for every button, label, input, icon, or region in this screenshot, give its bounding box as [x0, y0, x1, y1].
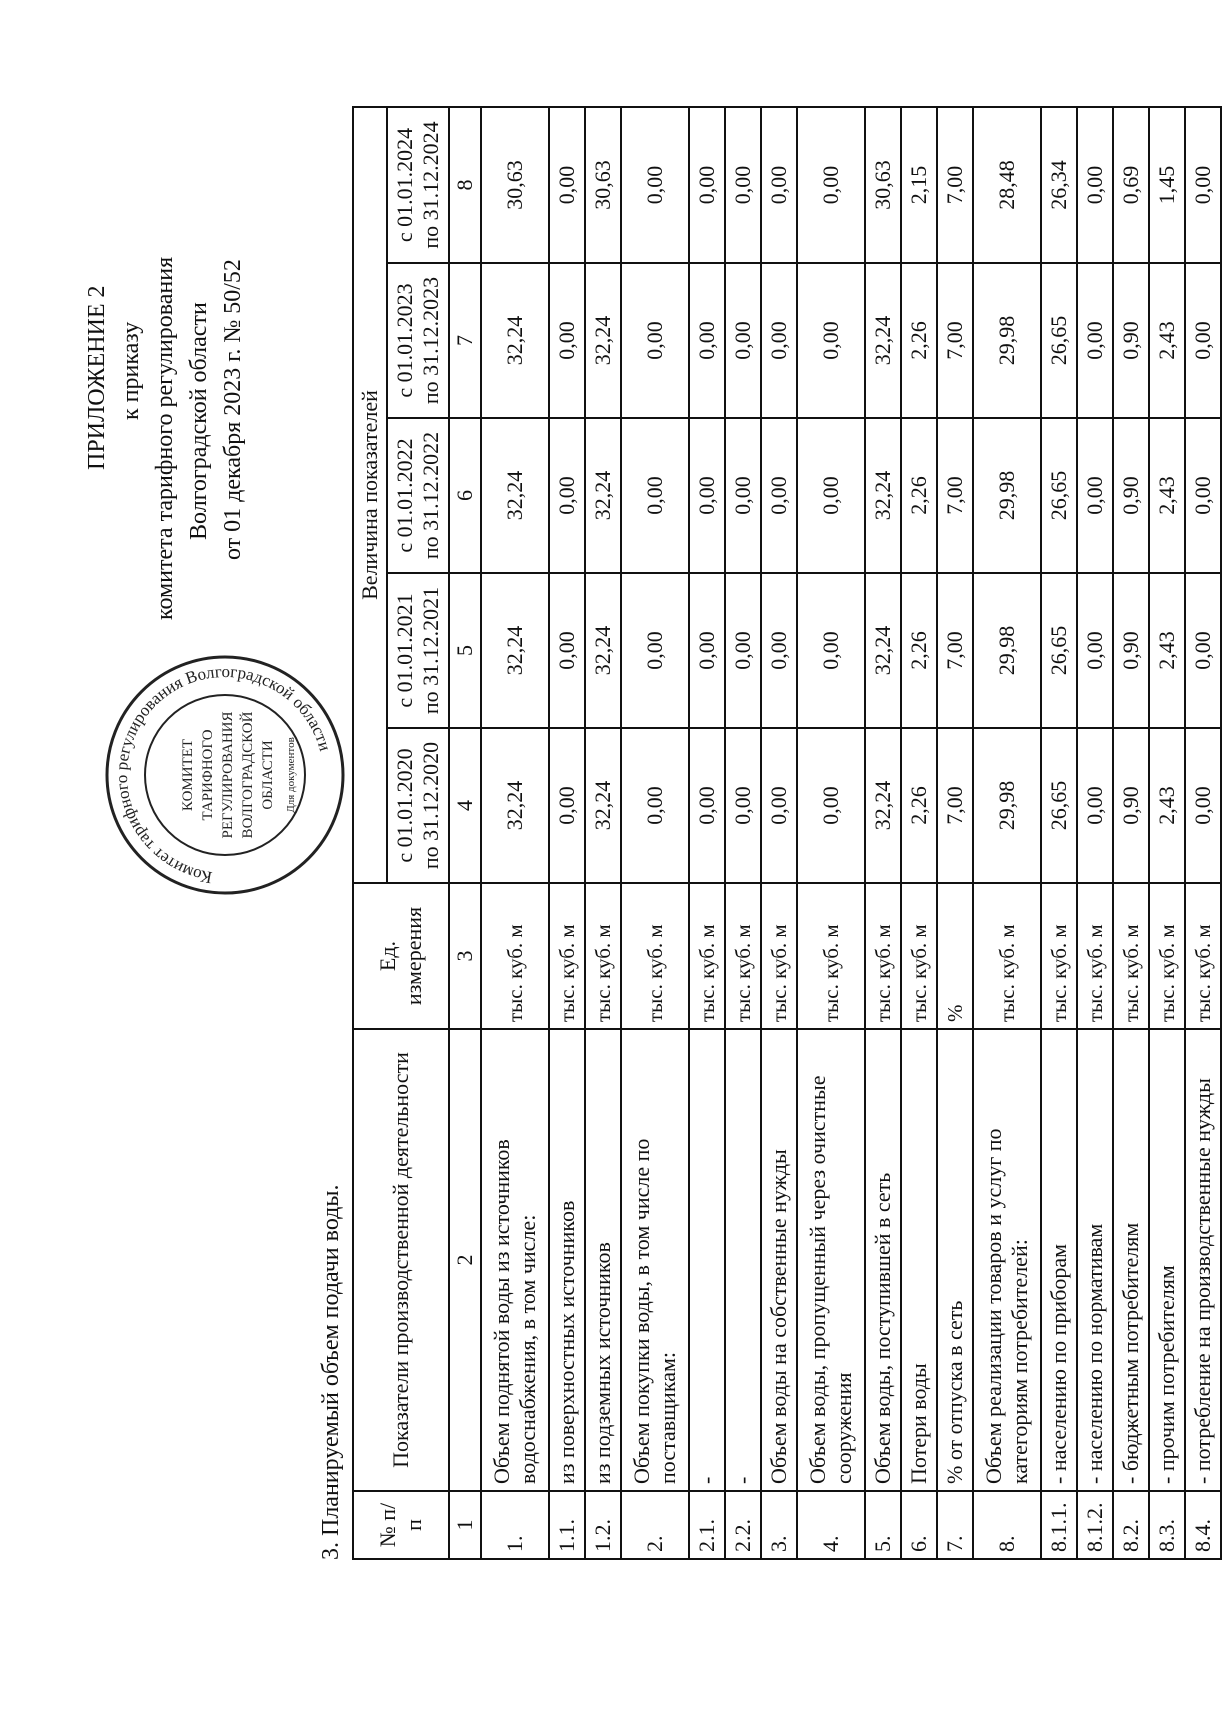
row-value: 0,90 — [1113, 728, 1149, 883]
row-value: 0,00 — [797, 573, 865, 728]
row-indicator: Объем реализации товаров и услуг по категориям потребителей: — [973, 1029, 1041, 1491]
stamp-bottom-text: Для документов — [285, 737, 297, 813]
stamp-line-2: ТАРИФНОГО — [200, 729, 216, 821]
column-index: 8 — [449, 107, 481, 263]
table-row — [725, 107, 761, 1559]
row-value: 0,00 — [621, 263, 689, 418]
row-indicator: - — [689, 1029, 725, 1491]
row-unit: тыс. куб. м — [549, 883, 585, 1029]
header-period: с 01.01.2020 по 31.12.2020 — [387, 728, 449, 883]
row-indicator: - населению по нормативам — [1077, 1029, 1113, 1491]
row-value: 29,98 — [973, 728, 1041, 883]
row-value: 0,00 — [797, 418, 865, 573]
row-value: 0,90 — [1113, 418, 1149, 573]
row-value: 0,00 — [725, 728, 761, 883]
row-value: 26,65 — [1041, 728, 1077, 883]
row-value: 0,90 — [1113, 263, 1149, 418]
row-number: 8.3. — [1149, 1491, 1185, 1559]
header-num: № п/п — [353, 1491, 449, 1559]
row-value: 30,63 — [865, 107, 901, 263]
table-row — [761, 107, 797, 1559]
row-unit: тыс. куб. м — [901, 883, 937, 1029]
table-row — [1041, 107, 1077, 1559]
row-value: 0,00 — [761, 107, 797, 263]
row-value: 0,00 — [797, 263, 865, 418]
row-value: 7,00 — [937, 263, 973, 418]
row-number: 8.4. — [1185, 1491, 1221, 1559]
row-unit: тыс. куб. м — [797, 883, 865, 1029]
row-unit: % — [937, 883, 973, 1029]
row-number: 5. — [865, 1491, 901, 1559]
row-value: 0,69 — [1113, 107, 1149, 263]
row-value: 0,00 — [1077, 573, 1113, 728]
row-number: 2. — [621, 1491, 689, 1559]
row-value: 32,24 — [865, 418, 901, 573]
row-number: 6. — [901, 1491, 937, 1559]
row-value: 2,43 — [1149, 418, 1185, 573]
column-index: 7 — [449, 263, 481, 418]
row-value: 2,26 — [901, 728, 937, 883]
row-value: 2,26 — [901, 573, 937, 728]
row-indicator: - — [725, 1029, 761, 1491]
row-unit: тыс. куб. м — [1041, 883, 1077, 1029]
row-number: 1.2. — [585, 1491, 621, 1559]
official-stamp — [100, 650, 350, 900]
row-value: 0,00 — [621, 728, 689, 883]
table-row — [1149, 107, 1185, 1559]
row-indicator: - потребление на производственные нужды — [1185, 1029, 1221, 1491]
row-number: 4. — [797, 1491, 865, 1559]
issuer-region: Волгоградской области — [186, 302, 212, 540]
row-value: 0,00 — [1185, 263, 1221, 418]
row-indicator: Объем воды, пропущенный через очистные сооружения — [797, 1029, 865, 1491]
row-indicator: % от отпуска в сеть — [937, 1029, 973, 1491]
water-supply-table — [352, 106, 1222, 1560]
row-value: 0,00 — [761, 418, 797, 573]
row-indicator: - населению по приборам — [1041, 1029, 1077, 1491]
row-unit: тыс. куб. м — [481, 883, 549, 1029]
column-index: 5 — [449, 573, 481, 728]
row-value: 0,00 — [1077, 263, 1113, 418]
row-value: 26,65 — [1041, 418, 1077, 573]
row-value: 32,24 — [585, 263, 621, 418]
row-value: 26,34 — [1041, 107, 1077, 263]
row-value: 0,00 — [1185, 107, 1221, 263]
row-value: 32,24 — [585, 418, 621, 573]
row-value: 32,24 — [481, 573, 549, 728]
header-period: с 01.01.2023 по 31.12.2023 — [387, 263, 449, 418]
row-value: 2,43 — [1149, 728, 1185, 883]
row-number: 1. — [481, 1491, 549, 1559]
row-value: 0,00 — [797, 107, 865, 263]
table-row — [549, 107, 585, 1559]
row-value: 0,00 — [1185, 573, 1221, 728]
row-value: 0,00 — [725, 418, 761, 573]
row-unit: тыс. куб. м — [1113, 883, 1149, 1029]
row-unit: тыс. куб. м — [1185, 883, 1221, 1029]
table-row — [585, 107, 621, 1559]
document-header — [80, 60, 250, 680]
table-body — [481, 107, 1221, 1559]
row-value: 0,00 — [549, 263, 585, 418]
row-value: 2,26 — [901, 263, 937, 418]
row-value: 0,00 — [549, 107, 585, 263]
row-unit: тыс. куб. м — [585, 883, 621, 1029]
row-value: 0,00 — [621, 418, 689, 573]
row-unit: тыс. куб. м — [725, 883, 761, 1029]
row-value: 29,98 — [973, 263, 1041, 418]
row-value: 7,00 — [937, 418, 973, 573]
order-reference: к приказу — [118, 321, 144, 420]
row-indicator: Потери воды — [901, 1029, 937, 1491]
issuer-name: комитета тарифного регулирования — [152, 256, 178, 620]
row-value: 26,65 — [1041, 573, 1077, 728]
row-value: 0,90 — [1113, 573, 1149, 728]
stamp-line-1: КОМИТЕТ — [180, 738, 196, 812]
row-value: 2,43 — [1149, 573, 1185, 728]
table-row — [1185, 107, 1221, 1559]
column-index: 3 — [449, 883, 481, 1029]
row-value: 32,24 — [865, 573, 901, 728]
row-value: 0,00 — [549, 573, 585, 728]
header-period: с 01.01.2021 по 31.12.2021 — [387, 573, 449, 728]
row-value: 32,24 — [585, 573, 621, 728]
table-row — [1077, 107, 1113, 1559]
row-value: 0,00 — [725, 263, 761, 418]
row-unit: тыс. куб. м — [1149, 883, 1185, 1029]
row-value: 29,98 — [973, 573, 1041, 728]
table-row — [689, 107, 725, 1559]
row-number: 8.2. — [1113, 1491, 1149, 1559]
row-value: 0,00 — [689, 573, 725, 728]
table-row — [621, 107, 689, 1559]
row-indicator: Объем поднятой воды из источников водоснабжения, в том числе: — [481, 1029, 549, 1491]
table-row — [797, 107, 865, 1559]
row-number: 7. — [937, 1491, 973, 1559]
row-value: 1,45 — [1149, 107, 1185, 263]
table-row — [973, 107, 1041, 1559]
row-unit: тыс. куб. м — [621, 883, 689, 1029]
table-row — [865, 107, 901, 1559]
row-number: 8.1.1. — [1041, 1491, 1077, 1559]
row-value: 0,00 — [1185, 728, 1221, 883]
row-unit: тыс. куб. м — [761, 883, 797, 1029]
row-number: 8.1.2. — [1077, 1491, 1113, 1559]
row-value: 29,98 — [973, 418, 1041, 573]
row-value: 0,00 — [689, 728, 725, 883]
row-unit: тыс. куб. м — [1077, 883, 1113, 1029]
row-unit: тыс. куб. м — [689, 883, 725, 1029]
row-value: 26,65 — [1041, 263, 1077, 418]
header-unit: Ед. измерения — [353, 883, 449, 1029]
row-value: 0,00 — [549, 418, 585, 573]
table-row — [901, 107, 937, 1559]
header-period: с 01.01.2022 по 31.12.2022 — [387, 418, 449, 573]
row-value: 0,00 — [689, 418, 725, 573]
column-index: 4 — [449, 728, 481, 883]
row-value: 0,00 — [1185, 418, 1221, 573]
row-value: 32,24 — [481, 263, 549, 418]
row-value: 0,00 — [761, 573, 797, 728]
row-value: 2,15 — [901, 107, 937, 263]
row-value: 28,48 — [973, 107, 1041, 263]
header-indicator: Показатели производственной деятельности — [353, 1029, 449, 1491]
row-value: 2,26 — [901, 418, 937, 573]
row-indicator: - бюджетным потребителям — [1113, 1029, 1149, 1491]
row-value: 0,00 — [761, 728, 797, 883]
row-number: 8. — [973, 1491, 1041, 1559]
row-value: 32,24 — [481, 418, 549, 573]
row-value: 7,00 — [937, 573, 973, 728]
row-value: 0,00 — [689, 263, 725, 418]
row-number: 2.2. — [725, 1491, 761, 1559]
stamp-line-4: ВОЛГОГРАДСКОЙ — [240, 711, 256, 839]
row-value: 0,00 — [1077, 107, 1113, 263]
row-number: 3. — [761, 1491, 797, 1559]
row-value: 32,24 — [865, 728, 901, 883]
row-value: 7,00 — [937, 728, 973, 883]
section-title: 3. Планируемый объем подачи воды. — [318, 1184, 344, 1560]
row-indicator: Объем воды на собственные нужды — [761, 1029, 797, 1491]
row-value: 2,43 — [1149, 263, 1185, 418]
table-row — [481, 107, 549, 1559]
row-unit: тыс. куб. м — [865, 883, 901, 1029]
row-value: 0,00 — [1077, 728, 1113, 883]
row-indicator: - прочим потребителям — [1149, 1029, 1185, 1491]
order-date-number: от 01 декабря 2023 г. № 50/52 — [220, 259, 246, 560]
row-number: 1.1. — [549, 1491, 585, 1559]
row-indicator: Объем воды, поступившей в сеть — [865, 1029, 901, 1491]
header-group: Величина показателей — [353, 107, 387, 883]
row-number: 2.1. — [689, 1491, 725, 1559]
row-value: 30,63 — [481, 107, 549, 263]
row-indicator: Объем покупки воды, в том числе по поставщикам: — [621, 1029, 689, 1491]
row-value: 0,00 — [689, 107, 725, 263]
row-value: 32,24 — [481, 728, 549, 883]
row-value: 0,00 — [797, 728, 865, 883]
appendix-title: ПРИЛОЖЕНИЕ 2 — [84, 285, 110, 470]
row-value: 0,00 — [621, 573, 689, 728]
column-index: 1 — [449, 1491, 481, 1559]
table-row — [1113, 107, 1149, 1559]
stamp-line-3: РЕГУЛИРОВАНИЯ — [220, 711, 236, 839]
row-value: 0,00 — [725, 107, 761, 263]
row-value: 0,00 — [725, 573, 761, 728]
row-indicator: из поверхностных источников — [549, 1029, 585, 1491]
row-value: 7,00 — [937, 107, 973, 263]
table-row — [937, 107, 973, 1559]
row-value: 32,24 — [865, 263, 901, 418]
row-value: 32,24 — [585, 728, 621, 883]
header-period: с 01.01.2024 по 31.12.2024 — [387, 107, 449, 263]
row-value: 30,63 — [585, 107, 621, 263]
row-value: 0,00 — [761, 263, 797, 418]
column-index: 2 — [449, 1029, 481, 1491]
stamp-line-5: ОБЛАСТИ — [260, 740, 276, 810]
row-value: 0,00 — [549, 728, 585, 883]
row-value: 0,00 — [1077, 418, 1113, 573]
row-unit: тыс. куб. м — [973, 883, 1041, 1029]
stamp-outer-text: Комитет тарифного регулирования Волгоградской области — [111, 661, 335, 888]
column-index: 6 — [449, 418, 481, 573]
row-indicator: из подземных источников — [585, 1029, 621, 1491]
row-value: 0,00 — [621, 107, 689, 263]
